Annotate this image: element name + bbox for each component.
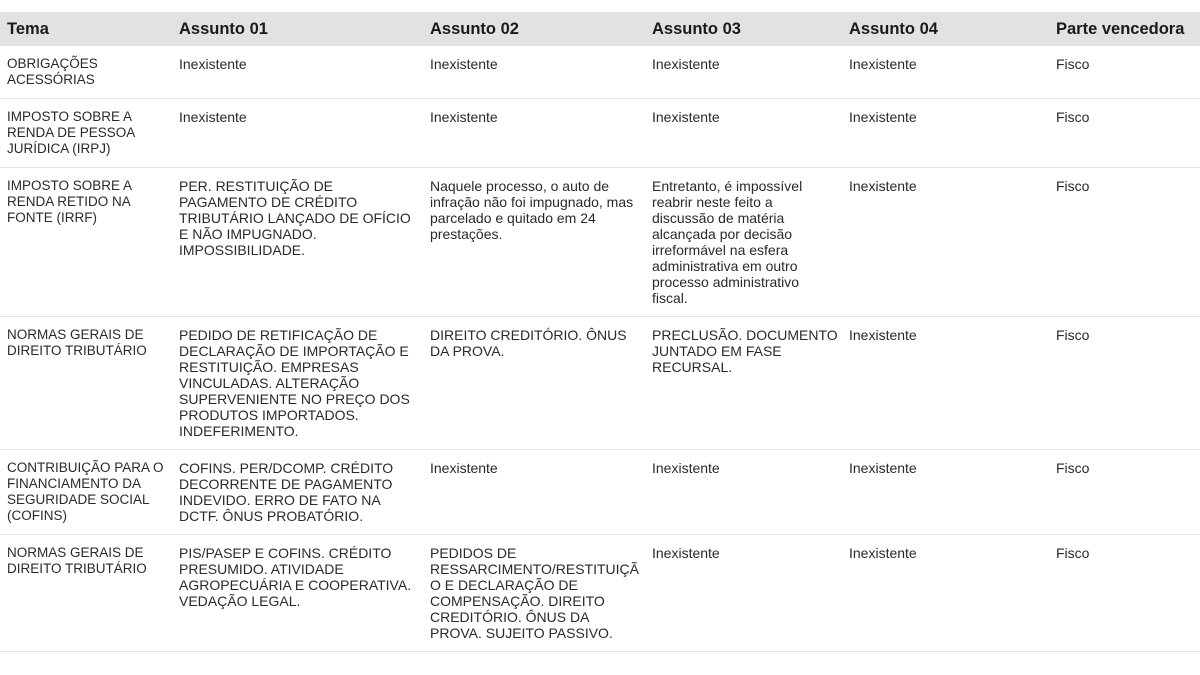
- cell-tema: OBRIGAÇÕES ACESSÓRIAS: [0, 46, 172, 99]
- cell-tema: NORMAS GERAIS DE DIREITO TRIBUTÁRIO: [0, 317, 172, 450]
- table-row: [0, 317, 1200, 450]
- cell-assunto-01: PIS/PASEP E COFINS. CRÉDITO PRESUMIDO. ATIVIDADE AGROPECUÁRIA E COOPERATIVA. VEDAÇÃO LEGAL.: [172, 535, 423, 652]
- table-body: [0, 46, 1200, 652]
- cell-assunto-03: Inexistente: [645, 99, 842, 168]
- cell-parte-vencedora: Fisco: [1049, 317, 1200, 450]
- cell-parte-vencedora: Fisco: [1049, 46, 1200, 99]
- cell-assunto-02: Inexistente: [423, 450, 645, 535]
- cell-assunto-03: Inexistente: [645, 46, 842, 99]
- cell-assunto-04: Inexistente: [842, 46, 1049, 99]
- cell-tema: IMPOSTO SOBRE A RENDA DE PESSOA JURÍDICA (IRPJ): [0, 99, 172, 168]
- table-row: [0, 535, 1200, 652]
- cell-parte-vencedora: Fisco: [1049, 168, 1200, 317]
- cell-parte-vencedora: Fisco: [1049, 450, 1200, 535]
- table-row: [0, 450, 1200, 535]
- cell-assunto-02: DIREITO CREDITÓRIO. ÔNUS DA PROVA.: [423, 317, 645, 450]
- cell-assunto-01: Inexistente: [172, 46, 423, 99]
- cell-assunto-03: Inexistente: [645, 535, 842, 652]
- table-row: [0, 99, 1200, 168]
- header-tema: Tema: [0, 12, 172, 46]
- cell-assunto-03: Inexistente: [645, 450, 842, 535]
- cell-assunto-04: Inexistente: [842, 535, 1049, 652]
- cell-parte-vencedora: Fisco: [1049, 99, 1200, 168]
- cell-assunto-02: PEDIDOS DE RESSARCIMENTO/RESTITUIÇÃO E DECLARAÇÃO DE COMPENSAÇÃO. DIREITO CREDITÓRIO. ÔNUS DA PROVA. SUJEITO PASSIVO.: [423, 535, 645, 652]
- cell-assunto-04: Inexistente: [842, 450, 1049, 535]
- cell-assunto-02: Naquele processo, o auto de infração não foi impugnado, mas parcelado e quitado em 24 prestações.: [423, 168, 645, 317]
- cell-assunto-02: Inexistente: [423, 99, 645, 168]
- header-assunto-03: Assunto 03: [645, 12, 842, 46]
- cell-assunto-04: Inexistente: [842, 99, 1049, 168]
- header-assunto-01: Assunto 01: [172, 12, 423, 46]
- table-header: [0, 12, 1200, 46]
- header-assunto-02: Assunto 02: [423, 12, 645, 46]
- cell-assunto-03: Entretanto, é impossível reabrir neste feito a discussão de matéria alcançada por decisão irreformável na esfera administrativa em outro processo administrativo fiscal.: [645, 168, 842, 317]
- cell-assunto-01: COFINS. PER/DCOMP. CRÉDITO DECORRENTE DE PAGAMENTO INDEVIDO. ERRO DE FATO NA DCTF. ÔNUS PROBATÓRIO.: [172, 450, 423, 535]
- header-assunto-04: Assunto 04: [842, 12, 1049, 46]
- cell-assunto-02: Inexistente: [423, 46, 645, 99]
- table-row: [0, 46, 1200, 99]
- cell-parte-vencedora: Fisco: [1049, 535, 1200, 652]
- header-row: [0, 12, 1200, 46]
- cell-assunto-01: Inexistente: [172, 99, 423, 168]
- cell-assunto-04: Inexistente: [842, 317, 1049, 450]
- cell-tema: CONTRIBUIÇÃO PARA O FINANCIAMENTO DA SEGURIDADE SOCIAL (COFINS): [0, 450, 172, 535]
- cell-tema: IMPOSTO SOBRE A RENDA RETIDO NA FONTE (IRRF): [0, 168, 172, 317]
- cell-assunto-03: PRECLUSÃO. DOCUMENTO JUNTADO EM FASE RECURSAL.: [645, 317, 842, 450]
- table-row: [0, 168, 1200, 317]
- header-parte-vencedora: Parte vencedora: [1049, 12, 1200, 46]
- cell-tema: NORMAS GERAIS DE DIREITO TRIBUTÁRIO: [0, 535, 172, 652]
- decisions-table: [0, 12, 1200, 652]
- cell-assunto-01: PEDIDO DE RETIFICAÇÃO DE DECLARAÇÃO DE IMPORTAÇÃO E RESTITUIÇÃO. EMPRESAS VINCULADAS. ALTERAÇÃO SUPERVENIENTE NO PREÇO DOS PRODUTOS IMPORTADOS. INDEFERIMENTO.: [172, 317, 423, 450]
- cell-assunto-04: Inexistente: [842, 168, 1049, 317]
- cell-assunto-01: PER. RESTITUIÇÃO DE PAGAMENTO DE CRÉDITO TRIBUTÁRIO LANÇADO DE OFÍCIO E NÃO IMPUGNADO. IMPOSSIBILIDADE.: [172, 168, 423, 317]
